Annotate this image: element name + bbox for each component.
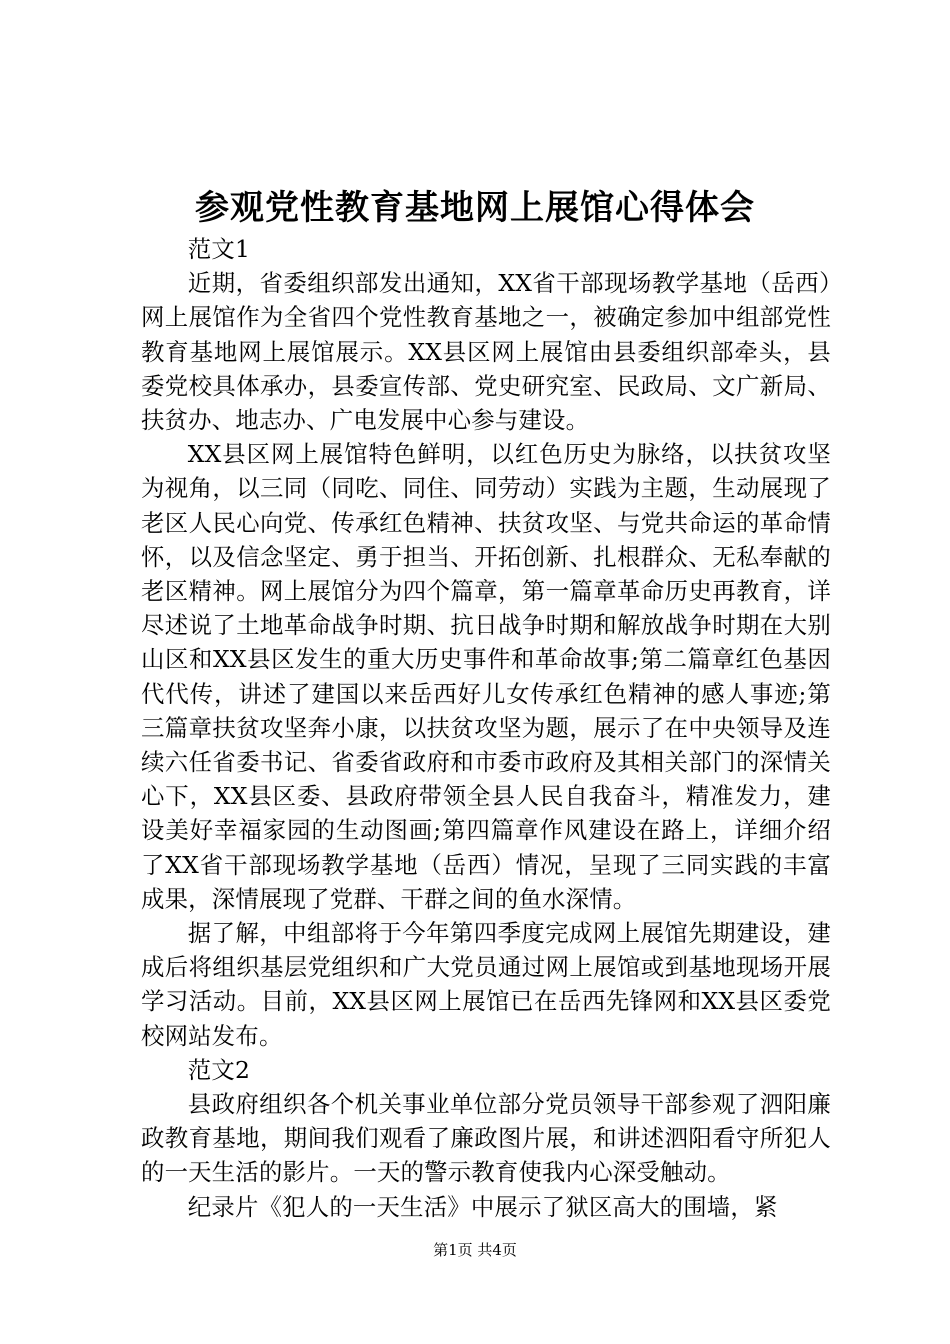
body-paragraph: 据了解，中组部将于今年第四季度完成网上展馆先期建设，建成后将组织基层党组织和广大党员通过网上展馆或到基地现场开展学习活动。目前，XX县区网上展馆已在岳西先锋网和XX县区委党校网站发布。	[141, 919, 831, 1050]
document-body	[141, 232, 831, 1224]
body-paragraph: 纪录片《犯人的一天生活》中展示了狱区高大的围墙，紧	[187, 1192, 778, 1221]
section-heading-2: 范文2	[187, 1055, 251, 1084]
body-paragraph: 近期，省委组织部发出通知，XX省干部现场教学基地（岳西）网上展馆作为全省四个党性教育基地之一，被确定参加中组部党性教育基地网上展馆展示。XX县区网上展馆由县委组织部牵头，县委党校具体承办，县委宣传部、党史研究室、民政局、文广新局、扶贫办、地志办、广电发展中心参与建设。	[141, 269, 831, 435]
body-paragraph: 县政府组织各个机关事业单位部分党员领导干部参观了泗阳廉政教育基地，期间我们观看了廉政图片展，和讲述泗阳看守所犯人的一天生活的影片。一天的警示教育使我内心深受触动。	[141, 1090, 831, 1187]
page-number-footer: 第1页 共4页	[433, 1241, 517, 1259]
body-paragraph: XX县区网上展馆特色鲜明，以红色历史为脉络，以扶贫攻坚为视角，以三同（同吃、同住、同劳动）实践为主题，生动展现了老区人民心向党、传承红色精神、扶贫攻坚、与党共命运的革命情怀，以及信念坚定、勇于担当、开拓创新、扎根群众、无私奉献的老区精神。网上展馆分为四个篇章，第一篇章革命历史再教育，详尽述说了土地革命战争时期、抗日战争时期和解放战争时期在大别山区和XX县区发生的重大历史事件和革命故事;第二篇章红色基因代代传，讲述了建国以来岳西好儿女传承红色精神的感人事迹;第三篇章扶贫攻坚奔小康，以扶贫攻坚为题，展示了在中央领导及连续六任省委书记、省委省政府和市委市政府及其相关部门的深情关心下，XX县区委、县政府带领全县人民自我奋斗，精准发力，建设美好幸福家园的生动图画;第四篇章作风建设在路上，详细介绍了XX省干部现场教学基地（岳西）情况，呈现了三同实践的丰富成果，深情展现了党群、干群之间的鱼水深情。	[141, 440, 831, 913]
section-heading-1: 范文1	[187, 235, 251, 263]
document-title: 参观党性教育基地网上展馆心得体会	[195, 188, 755, 228]
